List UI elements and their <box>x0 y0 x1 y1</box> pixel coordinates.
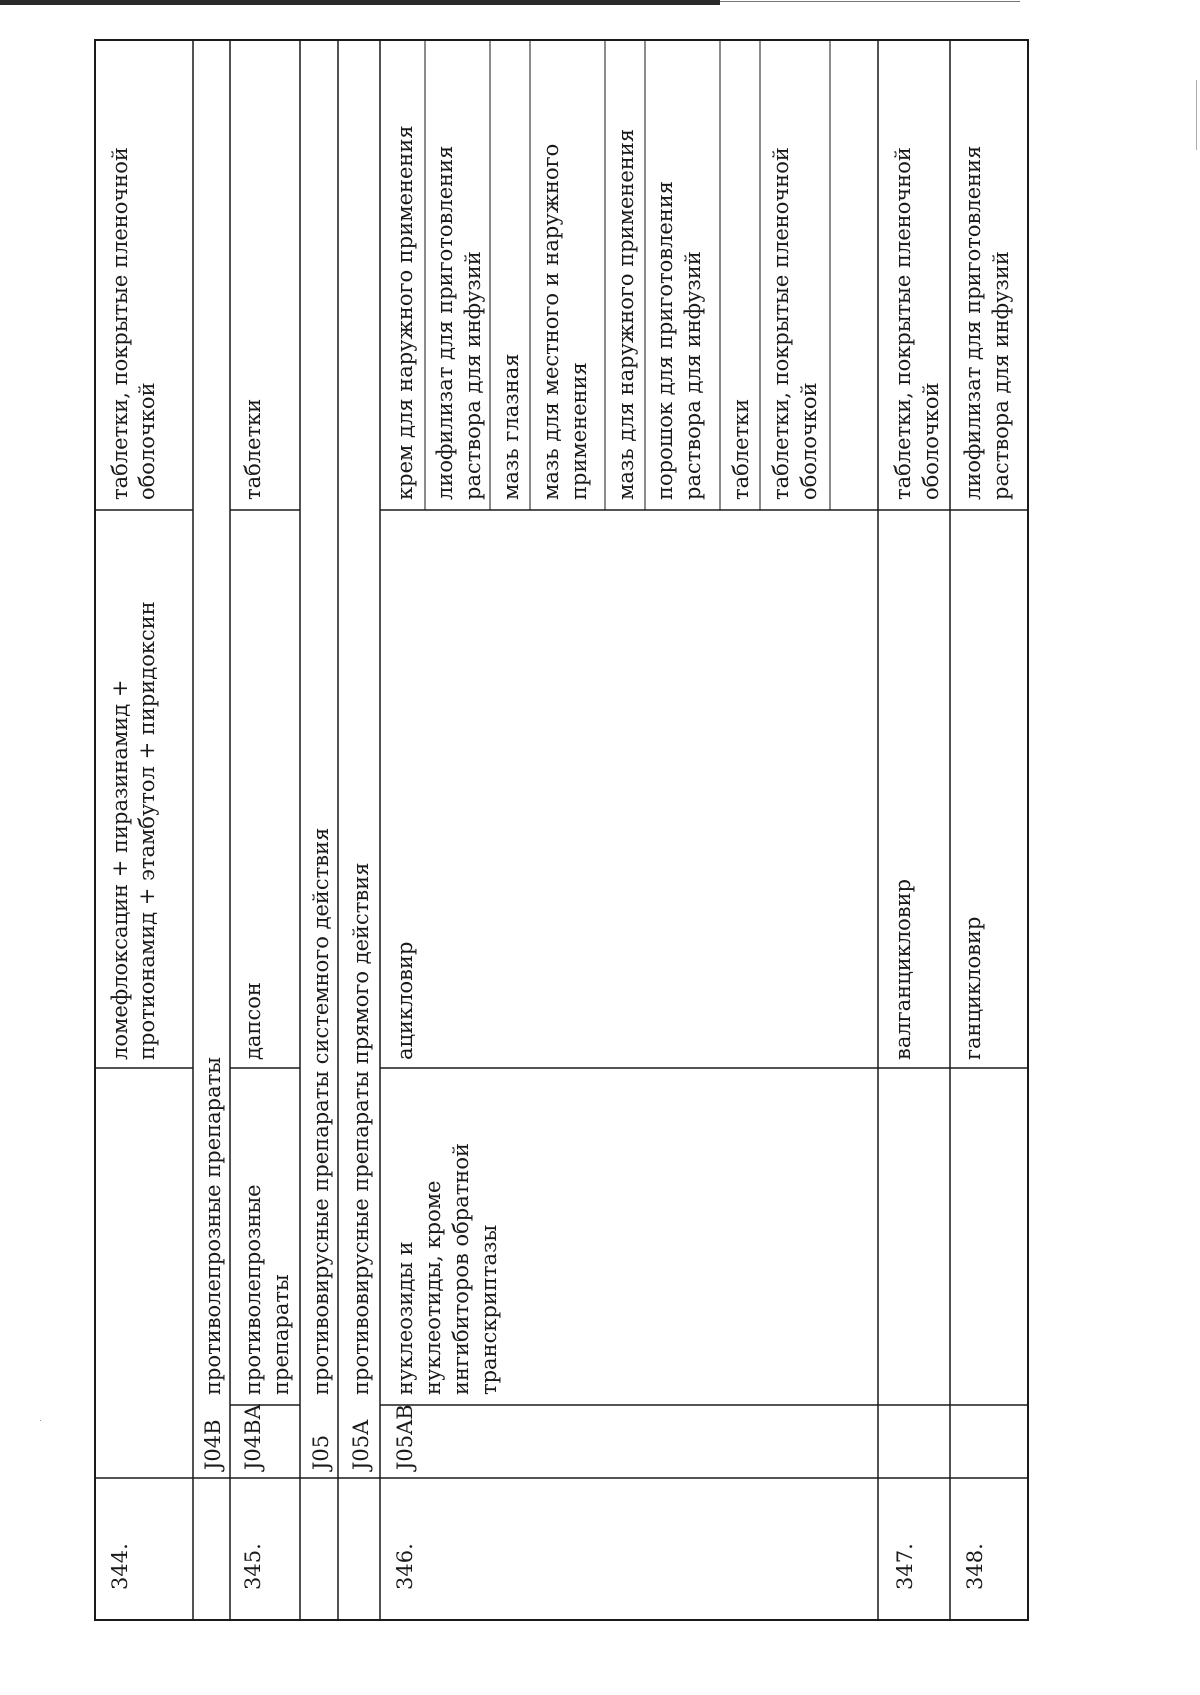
dosage-form: оболочкой <box>797 382 821 500</box>
dosage-form: порошок для приготовления <box>653 180 677 500</box>
row-number: 348. <box>963 1543 987 1590</box>
drug-name: ацикловир <box>393 941 417 1060</box>
group-name: нуклеозиды и <box>393 1241 417 1395</box>
drug-name: дапсон <box>241 982 265 1060</box>
drug-name: ганцикловир <box>961 916 985 1060</box>
atc-code: J04B <box>201 1419 225 1470</box>
drug-name: ломефлоксацин + пиразинамид + <box>108 679 132 1060</box>
atc-code: J05 <box>309 1434 333 1470</box>
dosage-form: применения <box>567 362 591 500</box>
group-name: противолепрозные <box>241 1184 265 1395</box>
dosage-form: раствора для инфузий <box>461 251 485 500</box>
group-name: противовирусные препараты прямого действия <box>349 862 373 1395</box>
dosage-form: мазь для местного и наружного <box>539 143 563 500</box>
dosage-form: таблетки, покрытые пленочной <box>891 147 915 500</box>
dosage-form: таблетки, покрытые пленочной <box>108 147 132 500</box>
row-number: 345. <box>241 1543 265 1590</box>
dosage-form: крем для наружного применения <box>393 125 417 500</box>
dosage-form: таблетки <box>241 398 265 500</box>
dosage-form: лиофилизат для приготовления <box>433 145 457 500</box>
atc-code: J05AB <box>393 1404 417 1470</box>
dosage-form: раствора для инфузий <box>681 251 705 500</box>
dosage-form: мазь глазная <box>499 353 523 500</box>
row-number: 344. <box>108 1543 132 1590</box>
dosage-form: оболочкой <box>135 382 159 500</box>
group-name: противовирусные препараты системного действия <box>309 827 333 1395</box>
group-name: ингибиторов обратной <box>449 1143 473 1395</box>
dosage-form: лиофилизат для приготовления <box>961 145 985 500</box>
drug-name: протионамид + этамбутол + пиридоксин <box>135 601 159 1060</box>
atc-code: J04BA <box>241 1404 265 1470</box>
row-number: 347. <box>893 1543 917 1590</box>
atc-code: J05A <box>349 1419 373 1470</box>
dosage-form: мазь для наружного применения <box>614 128 638 500</box>
dosage-form: таблетки <box>729 398 753 500</box>
drug-name: валганцикловир <box>891 878 915 1060</box>
dosage-form: оболочкой <box>919 382 943 500</box>
dosage-form: раствора для инфузий <box>989 251 1013 500</box>
group-name: препараты <box>269 1274 293 1395</box>
group-name: нуклеотиды, кроме <box>421 1180 445 1395</box>
group-name: транскриптазы <box>477 1224 501 1395</box>
row-number: 346. <box>393 1543 417 1590</box>
group-name: противолепрозные препараты <box>201 1057 225 1395</box>
dosage-form: таблетки, покрытые пленочной <box>769 147 793 500</box>
